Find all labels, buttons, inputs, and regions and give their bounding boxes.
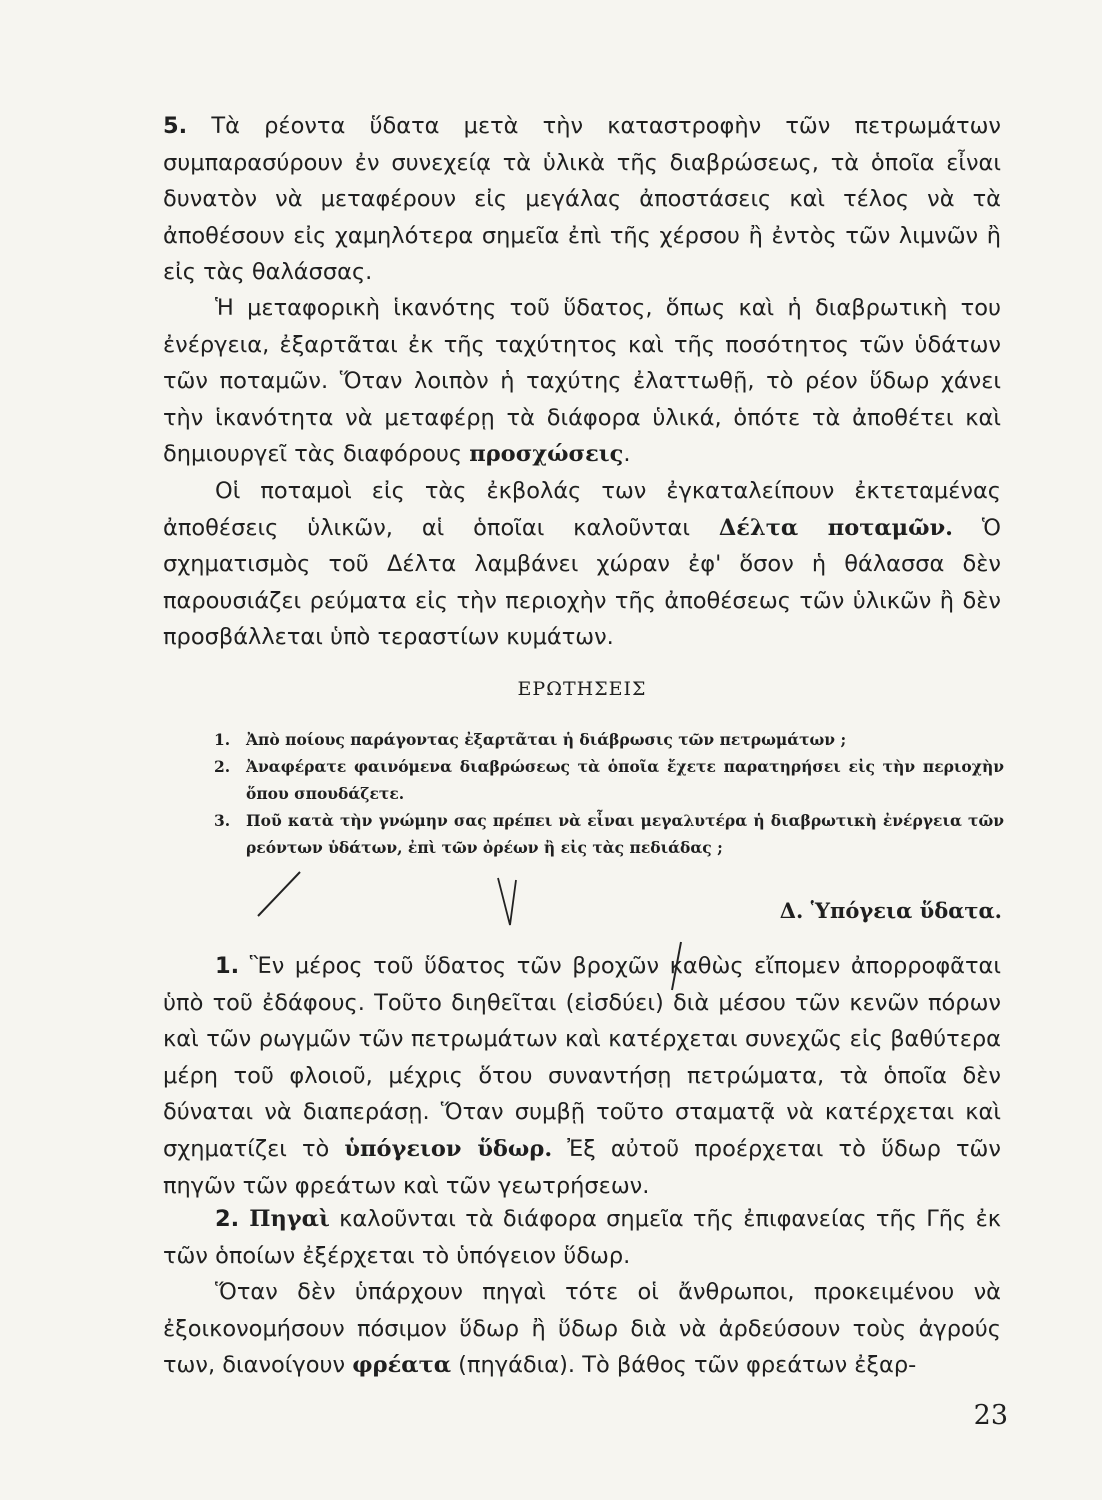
pen-check-mark <box>498 878 516 925</box>
question-item <box>214 807 1004 861</box>
paragraph-text: Ὅταν δὲν ὑπάρχουν πηγαὶ τότε οἱ ἄνθρωποι, προκειμένου νὰ ἐξοικονομήσουν πόσιμον ὕδωρ ἢ ὕδωρ διὰ νὰ ἀρδεύσουν τοὺς ἀγρούς των, διανοίγουν <box>163 1279 1001 1379</box>
paragraph-springs <box>163 1201 1001 1274</box>
term-freata: φρέατα <box>352 1352 452 1379</box>
term-pigai: Πηγαὶ <box>239 1206 330 1232</box>
term-proschoseis: προσχώσεις <box>469 441 624 468</box>
question-number: 2. <box>214 757 231 776</box>
paragraph-number: 1. <box>215 953 240 979</box>
term-delta: Δέλτα ποταμῶν. <box>718 514 954 541</box>
paragraph-delta <box>163 473 1001 656</box>
paragraph-text: καλοῦνται τὰ διάφορα σημεῖα τῆς ἐπιφανείας τῆς Γῆς ἐκ τῶν ὁποίων ἐξέρχεται τὸ ὑπόγειον ὕδωρ. <box>163 1206 1001 1269</box>
questions-heading: ΕΡΩΤΗΣΕΙΣ <box>517 678 647 700</box>
question-text: Ποῦ κατὰ τὴν γνώμην σας πρέπει νὰ εἶναι μεγαλυτέρα ἡ διαβρωτικὴ ἐνέργεια τῶν ρεόντων ὑδάτων, ἐπὶ τῶν ὀρέων ἢ εἰς τὰς πεδιάδας ; <box>246 811 1004 857</box>
paragraph-text: Ἓν μέρος τοῦ ὕδατος τῶν βροχῶν καθὼς εἴπομεν ἀπορροφᾶται ὑπὸ τοῦ ἐδάφους. Τοῦτο διηθεῖται (εἰσδύει) διὰ μέσου τῶν κενῶν πόρων καὶ τῶν ρωγμῶν τῶν πετρωμάτων καὶ κατέρχεται συνεχῶς εἰς βαθύτερα μέρη τοῦ φλοιοῦ, μέχρις ὅτου συναντήσῃ πετρώματα, τὰ ὁποῖα δὲν δύναται νὰ διαπεράσῃ. Ὅταν συμβῇ τοῦτο σταματᾷ νὰ κατέρχεται καὶ σχηματίζει τὸ <box>163 953 1001 1162</box>
question-item <box>214 753 1004 807</box>
term-ypogeion-ydor: ὑπόγειον ὕδωρ. <box>344 1135 553 1162</box>
questions-list <box>214 726 1004 861</box>
question-number: 1. <box>214 730 231 749</box>
paragraph-number: 2. <box>215 1206 240 1232</box>
paragraph-text: Τὰ ρέοντα ὕδατα μετὰ τὴν καταστροφὴν τῶν πετρωμάτων συμπαρασύρουν ἐν συνεχείᾳ τὰ ὑλικὰ τῆς διαβρώσεως, τὰ ὁποῖα εἶναι δυνατὸν νὰ μεταφέρουν εἰς μεγάλας ἀποστάσεις καὶ τέλος νὰ τὰ ἀποθέσουν εἰς χαμηλότερα σημεῖα ἐπὶ τῆς χέρσου ἢ ἐντὸς τῶν λιμνῶν ἢ εἰς τὰς θαλάσσας. <box>163 113 1001 286</box>
question-text: Ἀναφέρατε φαινόμενα διαβρώσεως τὰ ὁποῖα ἔχετε παρατηρήσει εἰς τὴν περιοχὴν ὅπου σπουδάζετε. <box>246 757 1004 803</box>
paragraph-number: 5. <box>163 113 188 139</box>
paragraph-text-end: . <box>623 441 631 468</box>
paragraph-text-end: Ὁ σχηματισμὸς τοῦ Δέλτα λαμβάνει χώραν ἐφ' ὅσον ἡ θάλασσα δὲν παρουσιάζει ρεύματα εἰς τὴν περιοχὴν τῆς ἀποθέσεως τῶν ὑλικῶν ἢ δὲν προσβάλλεται ὑπὸ τεραστίων κυμάτων. <box>163 514 1001 651</box>
paragraph-wells <box>163 1274 1001 1384</box>
paragraph-text-end: (πηγάδια). Τὸ βάθος τῶν φρεάτων ἐξαρ- <box>451 1352 917 1379</box>
paragraph-text: Ἡ μεταφορικὴ ἱκανότης τοῦ ὕδατος, ὅπως καὶ ἡ διαβρωτικὴ του ἐνέργεια, ἐξαρτᾶται ἐκ τῆς ταχύτητος καὶ τῆς ποσότητος τῶν ὑδάτων τῶν ποταμῶν. Ὅταν λοιπὸν ἡ ταχύτης ἐλαττωθῇ, τὸ ρέον ὕδωρ χάνει τὴν ἱκανότητα νὰ μεταφέρῃ τὰ διάφορα ὑλικά, ὁπότε τὰ ἀποθέτει καὶ δημιουργεῖ τὰς διαφόρους <box>163 295 1001 468</box>
question-item <box>214 726 1004 753</box>
paragraph-text: Οἱ ποταμοὶ εἰς τὰς ἐκβολάς των ἐγκαταλείπουν ἐκτεταμένας ἀποθέσεις ὑλικῶν, αἱ ὁποῖαι καλοῦνται <box>163 478 1001 541</box>
paragraph-text-end: Ἐξ αὐτοῦ προέρχεται τὸ ὕδωρ τῶν πηγῶν τῶν φρεάτων καὶ τῶν γεωτρήσεων. <box>163 1135 1001 1199</box>
question-number: 3. <box>214 811 231 830</box>
pen-stroke <box>258 872 300 916</box>
paragraph-groundwater <box>163 948 1001 1204</box>
paragraph-transport-capacity <box>163 290 1001 473</box>
paragraph-transport <box>163 108 1001 291</box>
section-title: Δ. Ὑπόγεια ὕδατα. <box>779 898 1002 923</box>
page-number: 23 <box>973 1400 1008 1431</box>
question-text: Ἀπὸ ποίους παράγοντας ἐξαρτᾶται ἡ διάβρωσις τῶν πετρωμάτων ; <box>246 730 847 749</box>
